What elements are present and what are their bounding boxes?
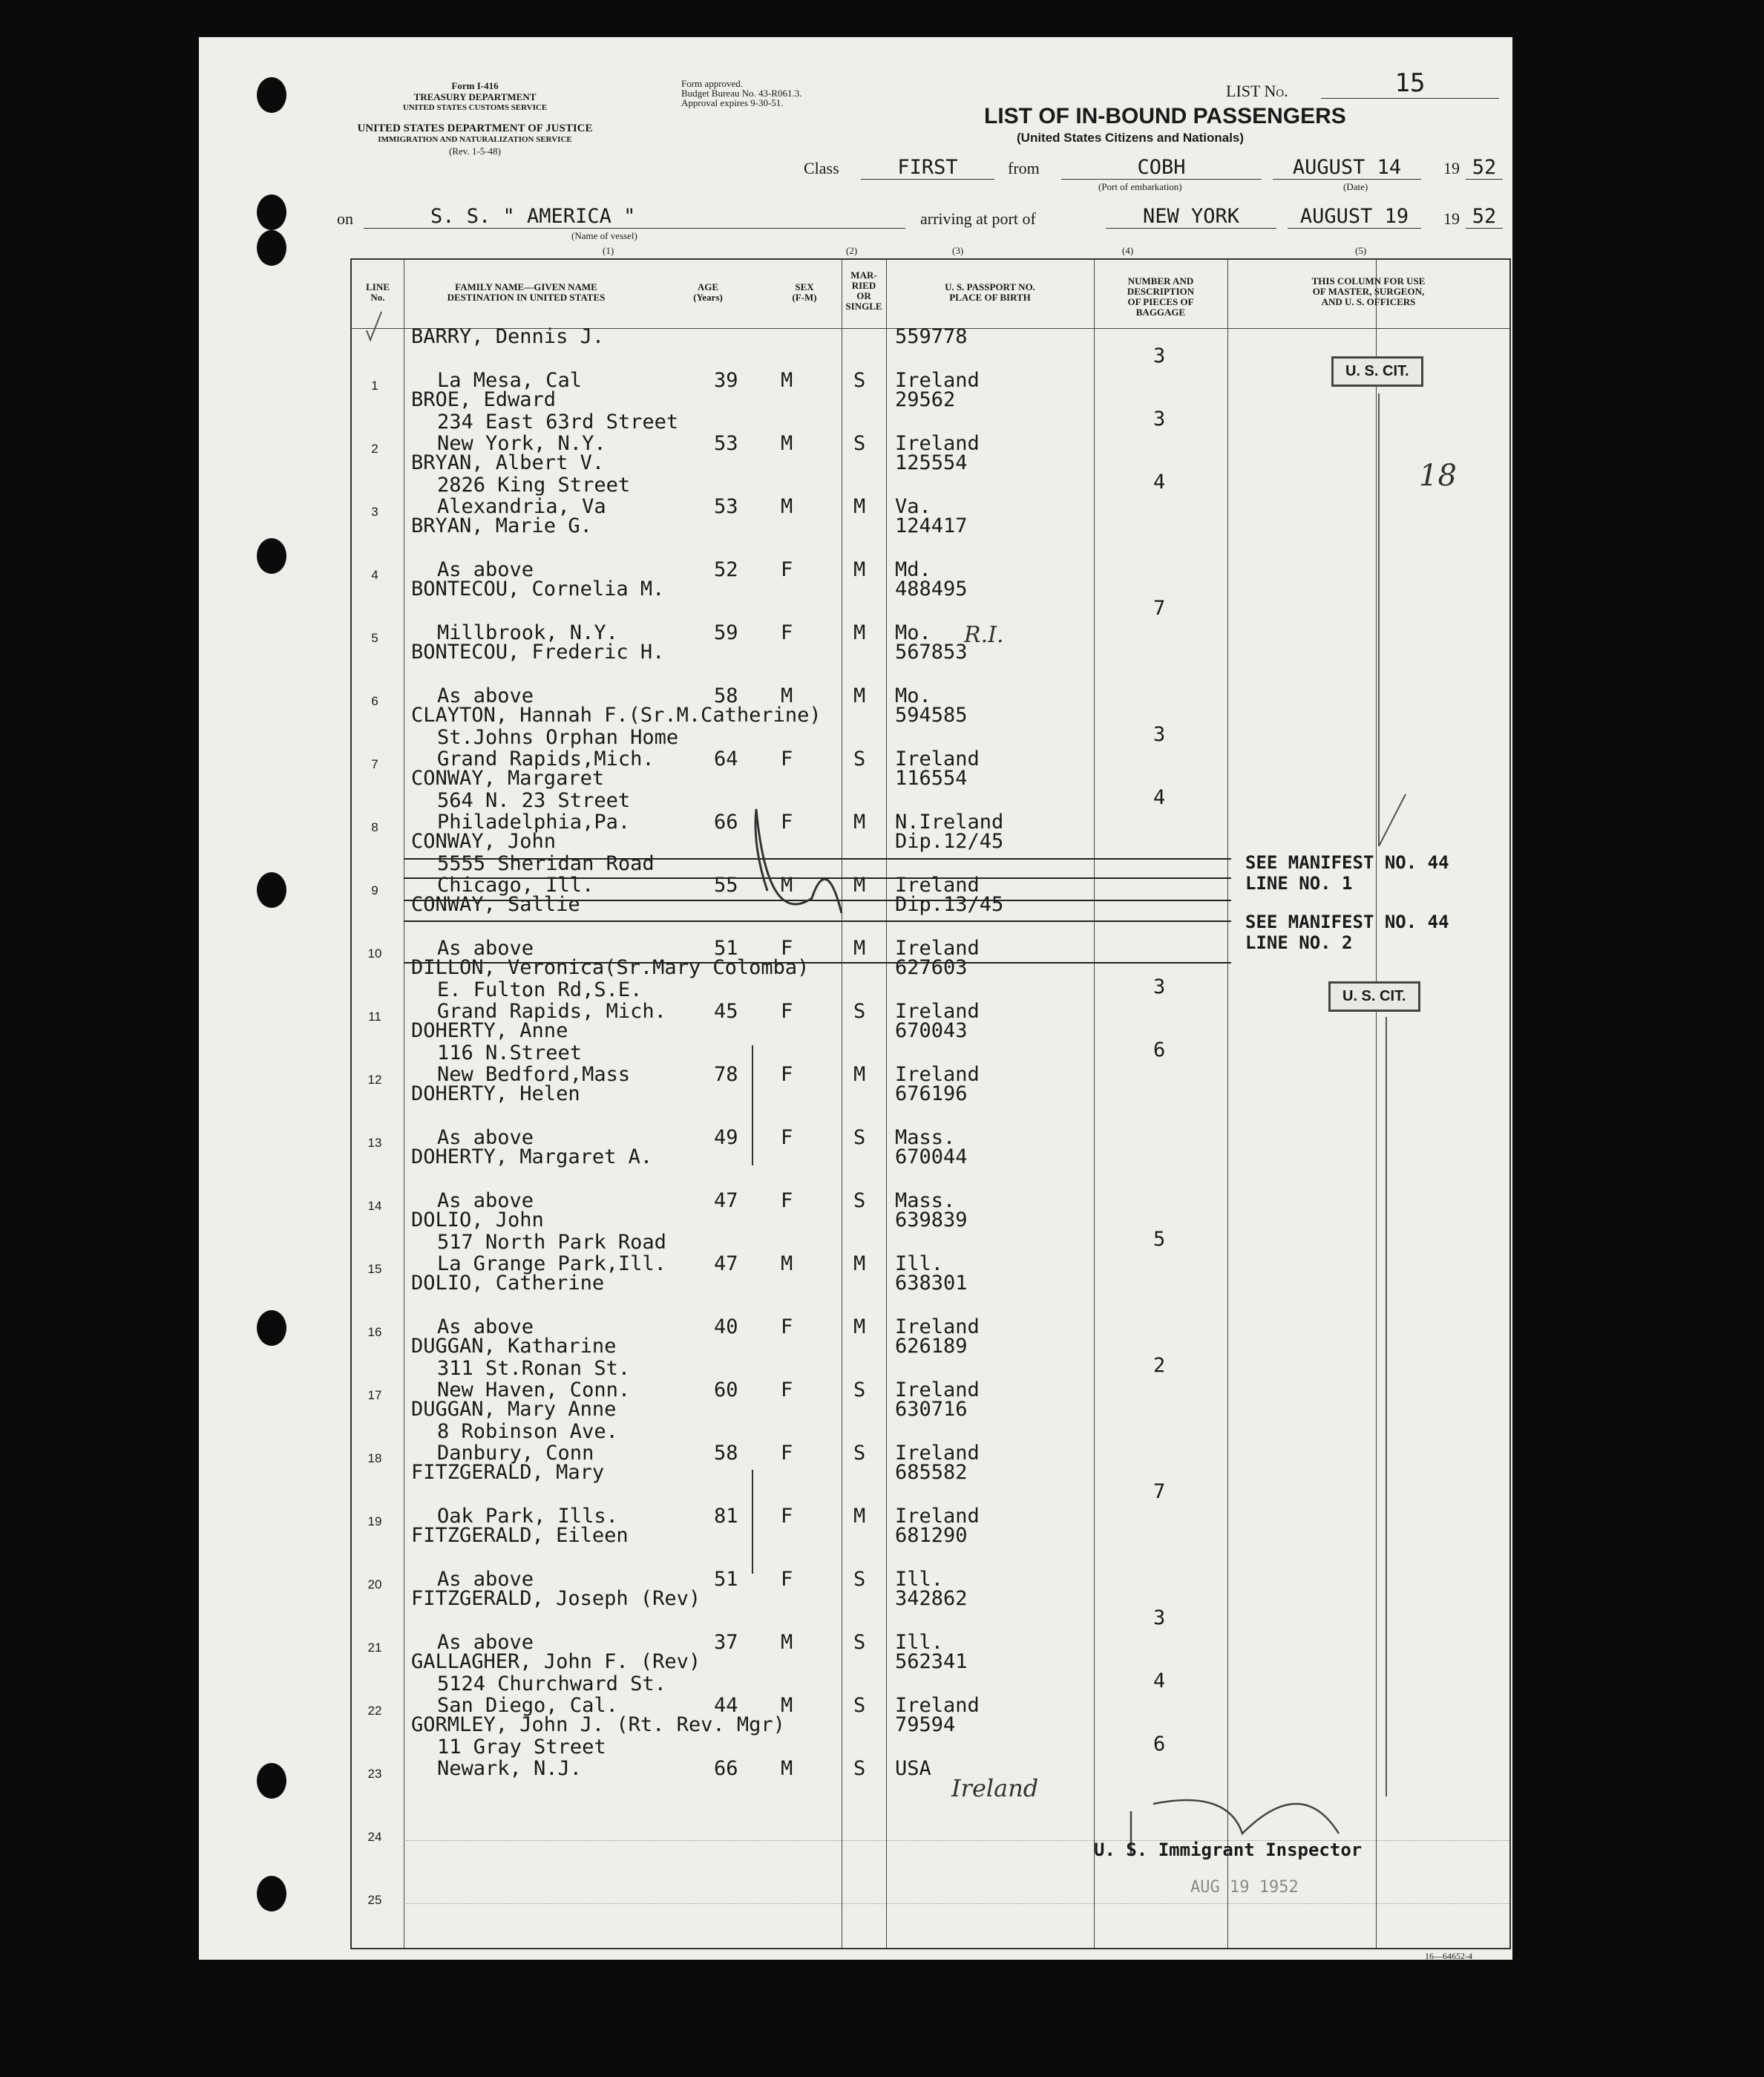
destination-address-1: 2826 King Street: [437, 474, 631, 497]
destination-address-2: La Mesa, Cal: [437, 369, 583, 392]
place-of-birth: Ireland: [895, 1000, 980, 1023]
date-caption: (Date): [1343, 181, 1368, 192]
arrival-date: AUGUST 19: [1288, 205, 1421, 229]
passenger-table: [350, 258, 1511, 1949]
footer-code: 16—64652-4: [1425, 1951, 1472, 1961]
passport-number: 116554: [895, 767, 968, 790]
place-of-birth: USA: [895, 1757, 931, 1780]
binder-hole: [257, 1763, 286, 1799]
binder-hole: [257, 872, 286, 908]
class-label: Class: [804, 159, 839, 177]
header-sex: SEX (F-M): [792, 281, 817, 303]
line-number: 15: [367, 1262, 382, 1276]
marital-status: M: [853, 811, 866, 834]
table-row: [352, 1398, 1509, 1465]
line-number: 1: [371, 379, 378, 393]
header-line-no: LINE No.: [366, 281, 390, 303]
age: 37: [714, 1631, 738, 1654]
passport-number: 626189: [895, 1335, 968, 1358]
binder-hole: [257, 194, 286, 230]
us-citizen-stamp: U. S. CIT.: [1328, 981, 1420, 1012]
passport-number: 488495: [895, 578, 968, 601]
on-label: on: [337, 209, 353, 228]
col-num-1: (1): [603, 245, 614, 256]
age: 39: [714, 369, 738, 392]
marital-status: S: [853, 432, 866, 455]
destination-address-2: Chicago, Ill.: [437, 874, 594, 897]
binder-hole: [257, 538, 286, 574]
marital-status: M: [853, 874, 866, 897]
passport-number: 681290: [895, 1524, 968, 1547]
passenger-name: FITZGERALD, Eileen: [411, 1524, 629, 1547]
table-row: [352, 580, 1509, 644]
sex: M: [781, 1631, 793, 1654]
destination-address-1: St.Johns Orphan Home: [437, 726, 679, 749]
age: 53: [714, 432, 738, 455]
table-row: [352, 1587, 1509, 1655]
header-married: MAR- RIED OR SINGLE: [845, 269, 882, 312]
see-manifest-note: SEE MANIFEST NO. 44 LINE NO. 1: [1245, 852, 1449, 894]
place-of-birth: Ireland: [895, 1505, 980, 1528]
age: 53: [714, 495, 738, 518]
line-number: 22: [367, 1704, 382, 1718]
place-of-birth: Mo.: [895, 684, 931, 707]
table-row: [352, 1082, 1509, 1150]
binder-hole: [257, 77, 286, 113]
marital-status: S: [853, 1631, 866, 1654]
col-num-4: (4): [1122, 245, 1134, 256]
binder-hole: [257, 1876, 286, 1911]
passenger-name: BONTECOU, Cornelia M.: [411, 578, 665, 601]
line-number: 21: [367, 1641, 382, 1655]
line-number: 8: [371, 820, 378, 834]
passenger-name: BRYAN, Albert V.: [411, 451, 605, 474]
passenger-name: DUGGAN, Mary Anne: [411, 1398, 617, 1421]
passenger-name: GALLAGHER, John F. (Rev): [411, 1650, 701, 1673]
baggage-count: 3: [1153, 975, 1166, 998]
header-officers: THIS COLUMN FOR USE OF MASTER, SURGEON, AND U. S. OFFICERS: [1311, 275, 1426, 307]
sex: F: [781, 621, 793, 644]
age: 64: [714, 748, 738, 771]
destination-address-1: 564 N. 23 Street: [437, 789, 631, 812]
table-row: [352, 641, 1509, 708]
arrival-year-prefix: 19: [1443, 209, 1460, 228]
place-of-birth: Ireland: [895, 748, 980, 771]
marital-status: S: [853, 369, 866, 392]
age: 78: [714, 1063, 738, 1086]
sex: F: [781, 748, 793, 771]
destination-address-2: As above: [437, 1568, 534, 1591]
destination-address-2: La Grange Park,Ill.: [437, 1252, 666, 1275]
department-block: UNITED STATES DEPARTMENT OF JUSTICE IMMIGRATION AND NATURALIZATION SERVICE (Rev. 1-5-48): [357, 122, 593, 157]
passport-number: 559778: [895, 325, 968, 348]
place-of-birth: Ireland: [895, 1694, 980, 1717]
place-of-birth: Mo.: [895, 621, 931, 644]
passport-number: 567853: [895, 641, 968, 664]
passport-number: 125554: [895, 451, 968, 474]
table-row: [352, 1145, 1509, 1213]
table-row: [352, 388, 1509, 456]
passenger-name: FITZGERALD, Joseph (Rev): [411, 1587, 701, 1610]
passport-number: 29562: [895, 388, 956, 411]
place-of-birth: Md.: [895, 558, 931, 581]
sex: M: [781, 874, 793, 897]
sex: F: [781, 1505, 793, 1528]
marital-status: M: [853, 1063, 866, 1086]
destination-address-1: 311 St.Ronan St.: [437, 1357, 631, 1380]
destination-address-1: 8 Robinson Ave.: [437, 1420, 618, 1443]
destination-address-2: San Diego, Cal.: [437, 1694, 618, 1717]
marital-status: M: [853, 684, 866, 707]
table-row: [352, 1272, 1509, 1339]
passenger-name: CONWAY, Margaret: [411, 767, 605, 790]
sex: F: [781, 1000, 793, 1023]
sex: M: [781, 1694, 793, 1717]
budget-approval: Form approved. Budget Bureau No. 43-R061.3. Approval expires 9-30-51.: [681, 78, 802, 108]
table-row: [352, 767, 1509, 834]
age: 58: [714, 1442, 738, 1465]
passenger-name: CONWAY, John: [411, 830, 557, 853]
passenger-name: DOLIO, John: [411, 1208, 544, 1232]
line-number: 19: [367, 1514, 382, 1528]
marital-status: S: [853, 1442, 866, 1465]
passenger-name: CONWAY, Sallie: [411, 893, 580, 916]
sex: M: [781, 432, 793, 455]
passport-number: 79594: [895, 1713, 956, 1736]
marital-status: S: [853, 1757, 866, 1780]
passenger-name: BROE, Edward: [411, 388, 557, 411]
destination-address-2: As above: [437, 1631, 534, 1654]
baggage-count: 5: [1153, 1228, 1166, 1251]
place-of-birth: Ireland: [895, 1442, 980, 1465]
place-of-birth: Ill.: [895, 1568, 944, 1591]
destination-address-1: 5555 Sheridan Road: [437, 852, 655, 875]
baggage-count: 4: [1153, 786, 1166, 809]
passport-number: 630716: [895, 1398, 968, 1421]
passport-number: 594585: [895, 704, 968, 727]
sex: F: [781, 1568, 793, 1591]
port-embark-caption: (Port of embarkation): [1098, 181, 1182, 192]
age: 40: [714, 1315, 738, 1338]
vessel-name: S. S. " AMERICA ": [364, 205, 905, 229]
line-number: 2: [371, 442, 378, 456]
line-number: 20: [367, 1577, 382, 1592]
passport-number: 342862: [895, 1587, 968, 1610]
destination-address-1: 517 North Park Road: [437, 1231, 666, 1254]
line-number: 4: [371, 568, 378, 582]
marital-status: M: [853, 495, 866, 518]
age: 51: [714, 937, 738, 960]
age: 59: [714, 621, 738, 644]
table-row: [352, 1713, 1509, 1781]
age: 45: [714, 1000, 738, 1023]
place-of-birth: Ireland: [895, 1063, 980, 1086]
line-number: 17: [367, 1388, 382, 1402]
depart-year-prefix: 19: [1443, 159, 1460, 177]
passenger-name: DUGGAN, Katharine: [411, 1335, 617, 1358]
place-of-birth: Mass.: [895, 1126, 956, 1149]
passport-number: 124417: [895, 514, 968, 537]
destination-address-2: Alexandria, Va: [437, 495, 606, 518]
header-name: FAMILY NAME—GIVEN NAME DESTINATION IN UNITED STATES: [447, 281, 606, 303]
sex: M: [781, 369, 793, 392]
from-value: COBH: [1061, 156, 1262, 180]
list-no-value: 15: [1321, 68, 1499, 99]
destination-address-2: As above: [437, 1315, 534, 1338]
baggage-count: 4: [1153, 1669, 1166, 1692]
destination-address-1: 11 Gray Street: [437, 1736, 606, 1759]
sex: F: [781, 1315, 793, 1338]
sex: F: [781, 1189, 793, 1212]
baggage-count: 6: [1153, 1733, 1166, 1756]
baggage-count: 2: [1153, 1354, 1166, 1377]
inspector-date-stamp: AUG 19 1952: [1190, 1878, 1299, 1897]
depart-date: AUGUST 14: [1273, 156, 1421, 180]
col-num-5: (5): [1355, 245, 1367, 256]
table-row: [352, 1524, 1509, 1592]
marital-status: M: [853, 558, 866, 581]
handwritten-note: R.I.: [964, 622, 1004, 648]
from-label: from: [1008, 159, 1040, 177]
baggage-count: 6: [1153, 1038, 1166, 1062]
baggage-count: 3: [1153, 344, 1166, 367]
age: 60: [714, 1378, 738, 1401]
us-citizen-stamp: U. S. CIT.: [1331, 356, 1423, 387]
passport-number: Dip.12/45: [895, 830, 1004, 853]
destination-address-1: E. Fulton Rd,S.E.: [437, 978, 643, 1001]
baggage-count: 3: [1153, 408, 1166, 431]
line-number: 3: [371, 505, 378, 519]
line-number: 18: [367, 1451, 382, 1465]
document-subtitle: (United States Citizens and Nationals): [1017, 131, 1245, 145]
place-of-birth: Ireland: [895, 1378, 980, 1401]
sex: F: [781, 1378, 793, 1401]
binder-hole: [257, 1310, 286, 1346]
age: 81: [714, 1505, 738, 1528]
line-number: 14: [367, 1199, 382, 1213]
inspector-caption: U. S. Immigrant Inspector: [1094, 1839, 1363, 1860]
destination-address-2: As above: [437, 1126, 534, 1149]
age: 47: [714, 1252, 738, 1275]
age: 51: [714, 1568, 738, 1591]
marital-status: S: [853, 1000, 866, 1023]
list-no-label: LIST No.: [1226, 82, 1288, 100]
line-number: 16: [367, 1325, 382, 1339]
place-of-birth: N.Ireland: [895, 811, 1004, 834]
passport-number: 685582: [895, 1461, 968, 1484]
destination-address-2: New York, N.Y.: [437, 432, 606, 455]
age: 52: [714, 558, 738, 581]
age: 66: [714, 811, 738, 834]
passenger-name: DOLIO, Catherine: [411, 1272, 605, 1295]
destination-address-2: As above: [437, 558, 534, 581]
passenger-name: BRYAN, Marie G.: [411, 514, 592, 537]
class-value: FIRST: [861, 156, 994, 180]
destination-address-1: 234 East 63rd Street: [437, 411, 679, 434]
passport-number: 670043: [895, 1019, 968, 1042]
passenger-name: DOHERTY, Helen: [411, 1082, 580, 1105]
marital-status: M: [853, 1505, 866, 1528]
marital-status: S: [853, 1189, 866, 1212]
destination-address-2: As above: [437, 684, 534, 707]
table-row: [352, 514, 1509, 582]
marital-status: M: [853, 621, 866, 644]
baggage-count: 4: [1153, 471, 1166, 494]
baggage-count: 7: [1153, 597, 1166, 620]
passenger-name: CLAYTON, Hannah F.(Sr.M.Catherine): [411, 704, 822, 727]
form-identifier: Form I-416 TREASURY DEPARTMENT UNITED STATES CUSTOMS SERVICE: [402, 80, 548, 112]
sex: M: [781, 1252, 793, 1275]
age: 47: [714, 1189, 738, 1212]
table-row: [352, 451, 1509, 519]
baggage-count: 3: [1153, 1606, 1166, 1629]
age: 49: [714, 1126, 738, 1149]
marital-status: M: [853, 937, 866, 960]
sex: F: [781, 811, 793, 834]
sex: M: [781, 495, 793, 518]
passport-number: 676196: [895, 1082, 968, 1105]
col-num-2: (2): [846, 245, 858, 256]
place-of-birth: Ill.: [895, 1631, 944, 1654]
destination-address-2: As above: [437, 1189, 534, 1212]
baggage-count: 7: [1153, 1480, 1166, 1503]
place-of-birth: Ireland: [895, 369, 980, 392]
destination-address-2: Grand Rapids, Mich.: [437, 1000, 666, 1023]
table-row: [352, 1208, 1509, 1276]
passport-number: 670044: [895, 1145, 968, 1168]
place-of-birth: Ireland: [895, 1315, 980, 1338]
marital-status: S: [853, 1126, 866, 1149]
sex: F: [781, 1126, 793, 1149]
passenger-name: BONTECOU, Frederic H.: [411, 641, 665, 664]
arrival-year: 52: [1466, 205, 1503, 229]
marital-status: S: [853, 748, 866, 771]
see-manifest-note: SEE MANIFEST NO. 44 LINE NO. 2: [1245, 912, 1449, 953]
handwritten-note: Ireland: [951, 1774, 1039, 1802]
handwritten-note: 18: [1419, 459, 1457, 493]
age: 55: [714, 874, 738, 897]
col-num-3: (3): [952, 245, 964, 256]
line-number: 13: [367, 1136, 382, 1150]
line-number: 6: [371, 694, 378, 708]
destination-address-2: New Bedford,Mass: [437, 1063, 631, 1086]
baggage-count: 3: [1153, 723, 1166, 746]
passenger-name: FITZGERALD, Mary: [411, 1461, 605, 1484]
passenger-name: BARRY, Dennis J.: [411, 325, 605, 348]
passenger-name: GORMLEY, John J. (Rt. Rev. Mgr): [411, 1713, 785, 1736]
passport-number: Dip.13/45: [895, 893, 1004, 916]
binder-hole: [257, 230, 286, 266]
place-of-birth: Va.: [895, 495, 931, 518]
destination-address-2: Grand Rapids,Mich.: [437, 748, 655, 771]
line-number: 7: [371, 757, 378, 771]
table-row: [352, 1335, 1509, 1402]
line-number: 23: [367, 1767, 382, 1781]
age: 66: [714, 1757, 738, 1780]
table-row: [352, 1650, 1509, 1718]
passenger-name: DILLON, Veronica(Sr.Mary Colomba): [411, 956, 810, 979]
line-number: 10: [367, 946, 382, 961]
sex: M: [781, 684, 793, 707]
line-number: 5: [371, 631, 378, 645]
marital-status: M: [853, 1315, 866, 1338]
passport-number: 627603: [895, 956, 968, 979]
line-number: 12: [367, 1073, 382, 1087]
destination-address-2: Philadelphia,Pa.: [437, 811, 631, 834]
header-passport: U. S. PASSPORT NO. PLACE OF BIRTH: [945, 281, 1035, 303]
age: 44: [714, 1694, 738, 1717]
marital-status: S: [853, 1694, 866, 1717]
table-row: [352, 704, 1509, 771]
passport-number: 639839: [895, 1208, 968, 1232]
header-baggage: NUMBER AND DESCRIPTION OF PIECES OF BAGGAGE: [1127, 275, 1195, 318]
passenger-name: DOHERTY, Anne: [411, 1019, 568, 1042]
line-number: 9: [371, 883, 378, 897]
destination-address-2: Oak Park, Ills.: [437, 1505, 618, 1528]
age: 58: [714, 684, 738, 707]
place-of-birth: Ireland: [895, 874, 980, 897]
sex: F: [781, 558, 793, 581]
marital-status: S: [853, 1568, 866, 1591]
sex: F: [781, 1442, 793, 1465]
passenger-name: DOHERTY, Margaret A.: [411, 1145, 653, 1168]
place-of-birth: Mass.: [895, 1189, 956, 1212]
sex: M: [781, 1757, 793, 1780]
destination-address-2: New Haven, Conn.: [437, 1378, 631, 1401]
arriving-label: arriving at port of: [920, 209, 1036, 228]
table-row: [352, 1461, 1509, 1528]
sex: F: [781, 937, 793, 960]
passport-number: 638301: [895, 1272, 968, 1295]
document-title: LIST OF IN-BOUND PASSENGERS: [984, 104, 1346, 128]
header-age: AGE (Years): [693, 281, 723, 303]
line-number: 24: [367, 1830, 382, 1844]
destination-address-2: Danbury, Conn: [437, 1442, 594, 1465]
place-of-birth: Ireland: [895, 432, 980, 455]
destination-address-1: 116 N.Street: [437, 1041, 583, 1064]
destination-address-1: 5124 Churchward St.: [437, 1672, 666, 1695]
marital-status: S: [853, 1378, 866, 1401]
arrival-port: NEW YORK: [1106, 205, 1276, 229]
line-number: 25: [367, 1893, 382, 1907]
marital-status: M: [853, 1252, 866, 1275]
place-of-birth: Ireland: [895, 937, 980, 960]
destination-address-2: Newark, N.J.: [437, 1757, 583, 1780]
place-of-birth: Ill.: [895, 1252, 944, 1275]
sex: F: [781, 1063, 793, 1086]
table-row: [352, 1779, 1509, 1842]
vessel-caption: (Name of vessel): [571, 230, 637, 241]
destination-address-2: As above: [437, 937, 534, 960]
line-number: 11: [368, 1010, 381, 1024]
passport-number: 562341: [895, 1650, 968, 1673]
destination-address-2: Millbrook, N.Y.: [437, 621, 618, 644]
table-row: [352, 1019, 1509, 1087]
depart-year: 52: [1466, 156, 1503, 180]
